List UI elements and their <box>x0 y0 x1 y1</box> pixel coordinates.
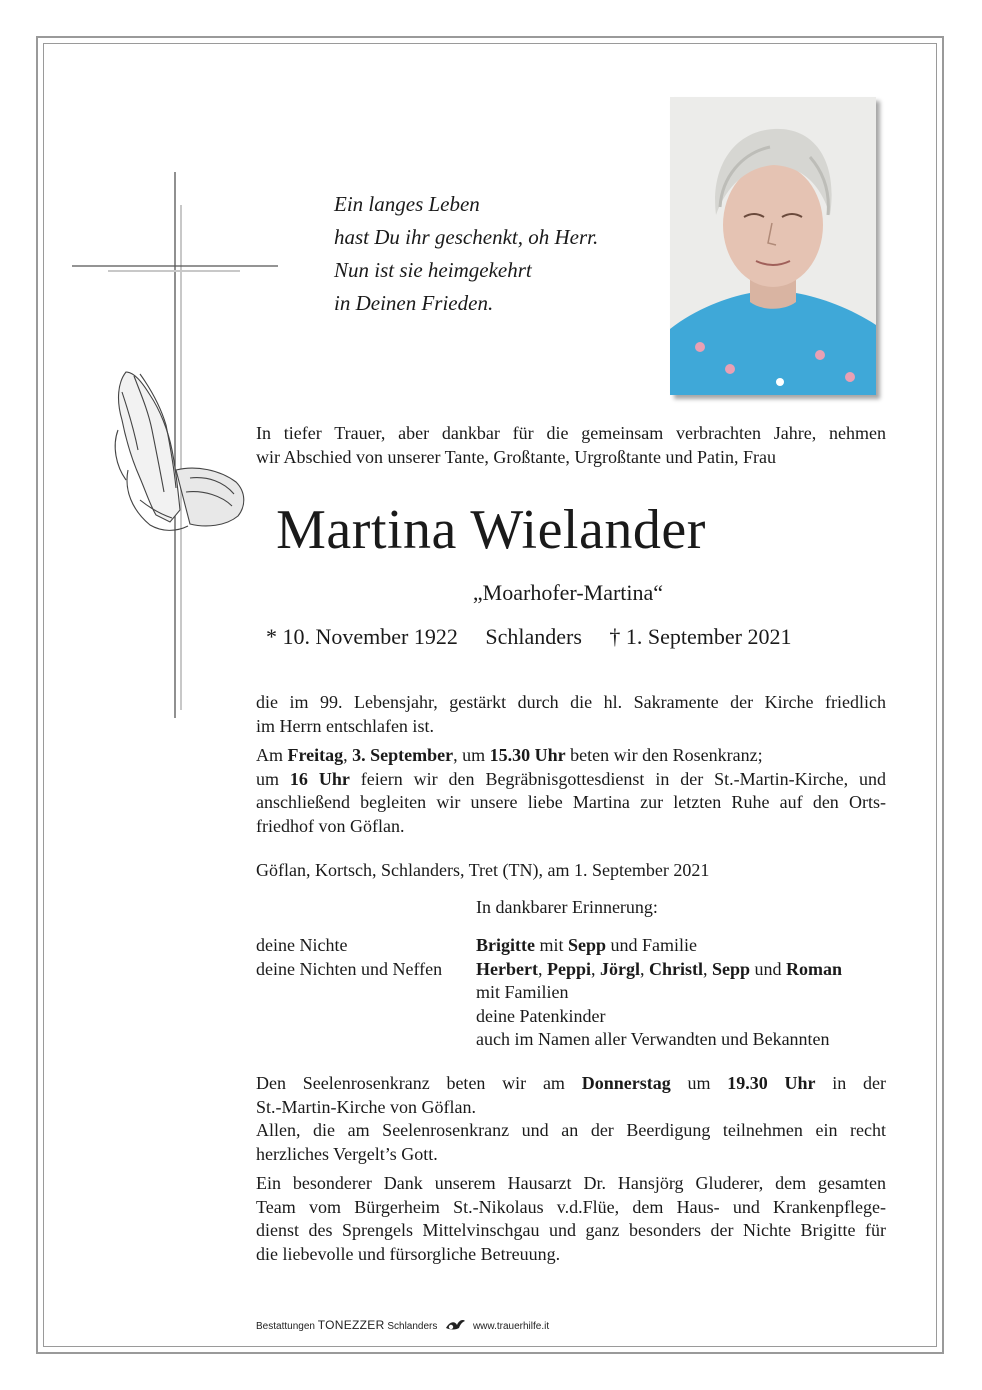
birth-date: * 10. November 1922 <box>266 624 458 649</box>
funeral-paragraph <box>256 744 886 838</box>
rosary-paragraph <box>256 1072 886 1166</box>
deceased-nickname: „Moarhofer-Martina“ <box>472 580 664 605</box>
intro-line: wir Abschied von unserer Tante, Großtante, Urgroßtante und Patin, Frau <box>256 446 776 467</box>
footer-suffix: Schlanders <box>384 1321 438 1333</box>
remembrance-heading <box>476 896 876 920</box>
mourner-names: Herbert, Peppi, Jörgl, Christl, Sepp und Roman <box>476 958 843 979</box>
thanks-line: Allen, die am Seelenrosenkranz und an der Beerdigung teilnehmen ein recht <box>256 1120 886 1140</box>
verse-line: Nun ist sie heimgekehrt <box>334 258 532 282</box>
rosary-line: St.-Martin-Kirche von Göflan. <box>256 1096 476 1117</box>
verse-line: in Deinen Frieden. <box>334 291 494 315</box>
footer-url[interactable]: www.trauerhilfe.it <box>472 1321 550 1333</box>
mourner-names: Brigitte mit Sepp und Familie <box>476 935 698 955</box>
portrait-photo <box>670 97 876 395</box>
special-thanks-line: dienst des Sprengels Mittelvinschgau und ganz besonders der Nichte Brigitte für <box>256 1220 886 1240</box>
special-thanks-line: Team vom Bürgerheim St.-Nikolaus v.d.Flüe, dem Haus- und Krankenpflege- <box>256 1196 886 1217</box>
intro-paragraph <box>256 422 886 469</box>
mourner-relation: deine Nichten und Neffen <box>256 958 443 979</box>
footer-prefix: Bestattungen <box>256 1321 318 1333</box>
deceased-name: Martina Wielander <box>276 499 706 561</box>
funeral-line: anschließend begleiten wir unsere liebe Martina zur letzten Ruhe auf den Orts- <box>256 792 886 812</box>
special-thanks-line: die liebevolle und fürsorgliche Betreuung. <box>256 1243 561 1264</box>
thanks-line: herzliches Vergelt’s Gott. <box>256 1143 438 1164</box>
special-thanks-paragraph <box>256 1172 886 1266</box>
footer-brand: TONEZZER <box>317 1318 385 1333</box>
place-date <box>256 859 886 883</box>
mourner-names: auch im Namen aller Verwandten und Bekannten <box>476 1029 830 1049</box>
mourner-names: mit Familien <box>476 982 569 1002</box>
rosary-line: Den Seelenrosenkranz beten wir am Donnerstag um 19.30 Uhr in der <box>256 1073 887 1093</box>
passing-line: die im 99. Lebensjahr, gestärkt durch die hl. Sakramente der Kirche friedlich <box>256 692 886 712</box>
mourner-relation: deine Nichte <box>256 935 348 955</box>
funeral-line: friedhof von Göflan. <box>256 815 405 836</box>
dove-logo-icon <box>444 1318 466 1335</box>
life-dates <box>266 624 813 650</box>
funeral-line: um 16 Uhr feiern wir den Begräbnisgottesdienst in der St.-Martin-Kirche, und <box>256 768 887 789</box>
verse-line: hast Du ihr geschenkt, oh Herr. <box>334 225 599 249</box>
death-date: † 1. September 2021 <box>609 624 792 649</box>
verse <box>334 188 598 320</box>
cross-icon <box>0 0 300 740</box>
passing-paragraph <box>256 691 886 738</box>
place-date-text: Göflan, Kortsch, Schlanders, Tret (TN), am 1. September 2021 <box>256 860 710 880</box>
intro-line: In tiefer Trauer, aber dankbar für die gemeinsam verbrachten Jahre, nehmen <box>256 423 886 443</box>
birth-place: Schlanders <box>485 624 582 649</box>
footer <box>256 1318 549 1335</box>
passing-line: im Herrn entschlafen ist. <box>256 715 434 736</box>
special-thanks-line: Ein besonderer Dank unserem Hausarzt Dr. Hansjörg Gluderer, dem gesamten <box>256 1173 886 1193</box>
verse-line: Ein langes Leben <box>334 192 480 216</box>
mourner-names: deine Patenkinder <box>476 1005 606 1026</box>
funeral-line: Am Freitag, 3. September, um 15.30 Uhr beten wir den Rosenkranz; <box>256 745 763 765</box>
remembrance-text: In dankbarer Erinnerung: <box>476 897 658 917</box>
